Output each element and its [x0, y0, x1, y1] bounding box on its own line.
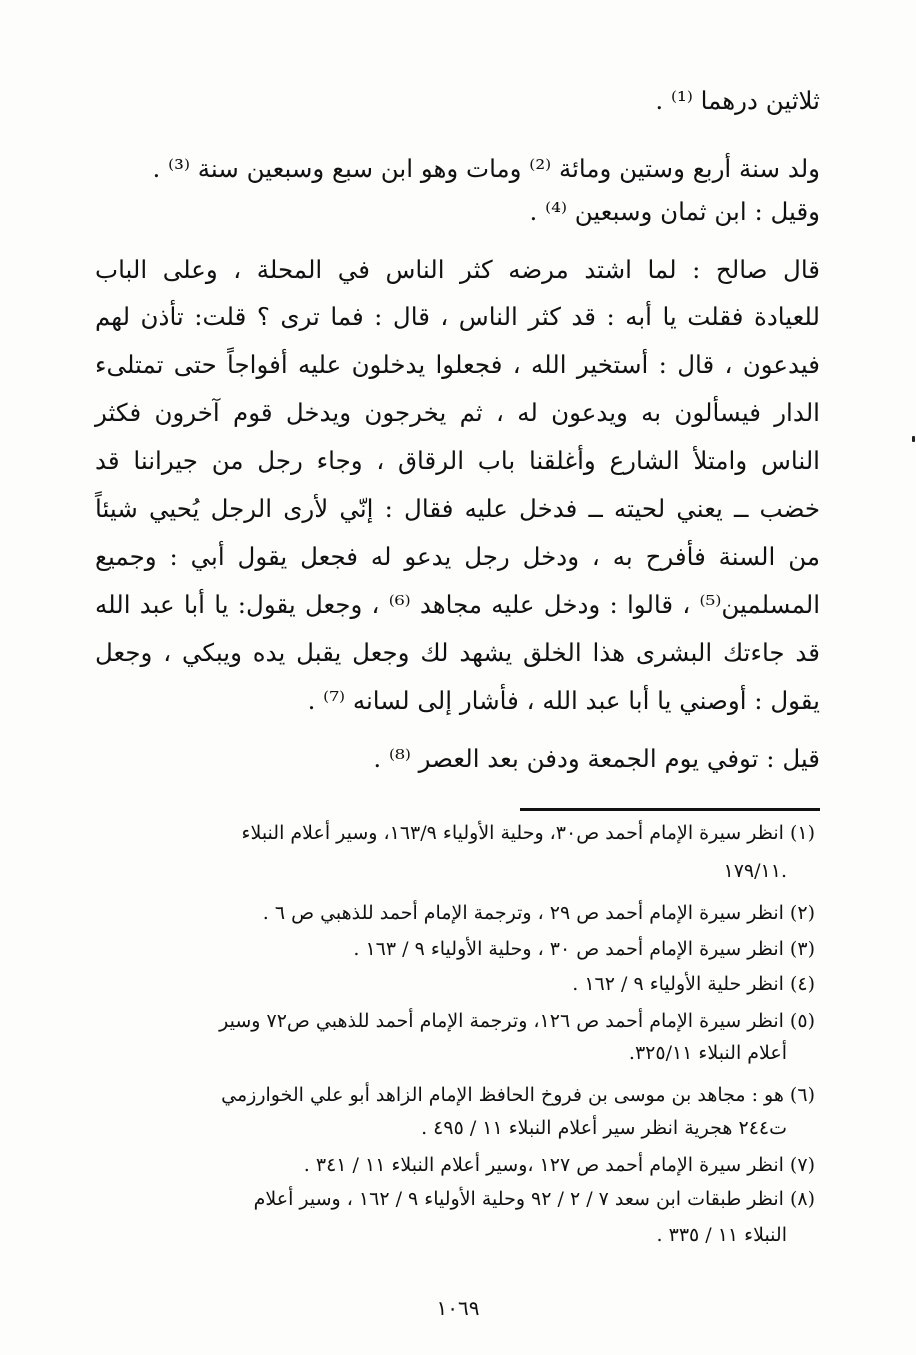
main-line: وقيل : ابن ثمان وسبعين ⁽⁴⁾ . — [529, 197, 820, 226]
footnote-line: (٥) انظر سيرة الإمام أحمد ص ١٢٦، وترجمة الإمام أحمد للذهبي ص٧٢ وسير — [219, 1010, 815, 1032]
main-line: خضب ــ يعني لحيته ــ فدخل عليه فقال : إنّي لأرى الرجل يُحيي شيئاً — [95, 494, 820, 523]
main-line: ولد سنة أربع وستين ومائة ⁽²⁾ ومات وهو ابن سبع وسبعين سنة ⁽³⁾ . — [152, 154, 820, 183]
main-line: قد جاءتك البشرى هذا الخلق يشهد لك وجعل يقبل يده ويبكي ، وجعل — [95, 638, 820, 667]
main-line: الناس وامتلأ الشارع وأغلقنا باب الرقاق ، وجاء رجل من جيراننا قد — [95, 446, 820, 475]
main-line: الدار فيسألون به ويدعون له ، ثم يخرجون ويدخل قوم آخرون فكثر — [95, 398, 820, 427]
page-number: ١٠٦٩ — [436, 1296, 480, 1320]
main-line: يقول : أوصني يا أبا عبد الله ، فأشار إلى لسانه ⁽⁷⁾ . — [307, 686, 820, 715]
footnote-separator — [520, 808, 820, 811]
footnote-line: (٤) انظر حلية الأولياء ٩ / ١٦٢ . — [572, 973, 815, 995]
main-line: فيدعون ، قال : أستخير الله ، فجعلوا يدخلون عليه أفواجاً حتى تمتلىء — [95, 350, 820, 379]
footnote-line: (٦) هو : مجاهد بن موسى بن فروخ الحافظ الإمام الزاهد أبو علي الخوارزمي — [221, 1084, 815, 1106]
footnote-line: النبلاء ١١ / ٣٣٥ . — [656, 1224, 787, 1246]
main-line: المسلمين⁽⁵⁾ ، قالوا : ودخل عليه مجاهد ⁽⁶⁾ ، وجعل يقول: يا أبا عبد الله — [95, 590, 821, 619]
footnote-line: (١) انظر سيرة الإمام أحمد ص٣٠، وحلية الأولياء ١٦٣/٩، وسير أعلام النبلاء — [241, 822, 815, 844]
main-line: قال صالح : لما اشتد مرضه كثر الناس في المحلة ، وعلى الباب — [95, 255, 820, 284]
footnote-line: (٢) انظر سيرة الإمام أحمد ص ٢٩ ، وترجمة الإمام أحمد للذهبي ص ٦ . — [262, 902, 815, 924]
main-line: من السنة فأفرح به ، ودخل رجل يدعو له فجعل يقول أبي : وجميع — [95, 542, 820, 571]
footnote-line: (٧) انظر سيرة الإمام أحمد ص ١٢٧ ،وسير أعلام النبلاء ١١ / ٣٤١ . — [303, 1154, 815, 1176]
footnote-line: أعلام النبلاء ٣٢٥/١١. — [628, 1042, 787, 1064]
main-line: ثلاثين درهما ⁽¹⁾ . — [655, 86, 820, 115]
footnote-line: .١٧٩/١١ — [723, 860, 787, 882]
footnote-line: (٨) انظر طبقات ابن سعد ٧ / ٢ / ٩٢ وحلية الأولياء ٩ / ١٦٢ ، وسير أعلام — [253, 1188, 815, 1210]
footnote-line: ت٢٤٤ هجرية انظر سير أعلام النبلاء ١١ / ٤٩٥ . — [421, 1117, 787, 1139]
main-line: قيل : توفي يوم الجمعة ودفن بعد العصر ⁽⁸⁾ . — [373, 744, 820, 773]
scan-speck — [912, 436, 915, 442]
footnote-line: (٣) انظر سيرة الإمام أحمد ص ٣٠ ، وحلية الأولياء ٩ / ١٦٣ . — [353, 938, 815, 960]
main-line: للعيادة فقلت يا أبه : قد كثر الناس ، قال : فما ترى ؟ قلت: تأذن لهم — [95, 302, 820, 331]
